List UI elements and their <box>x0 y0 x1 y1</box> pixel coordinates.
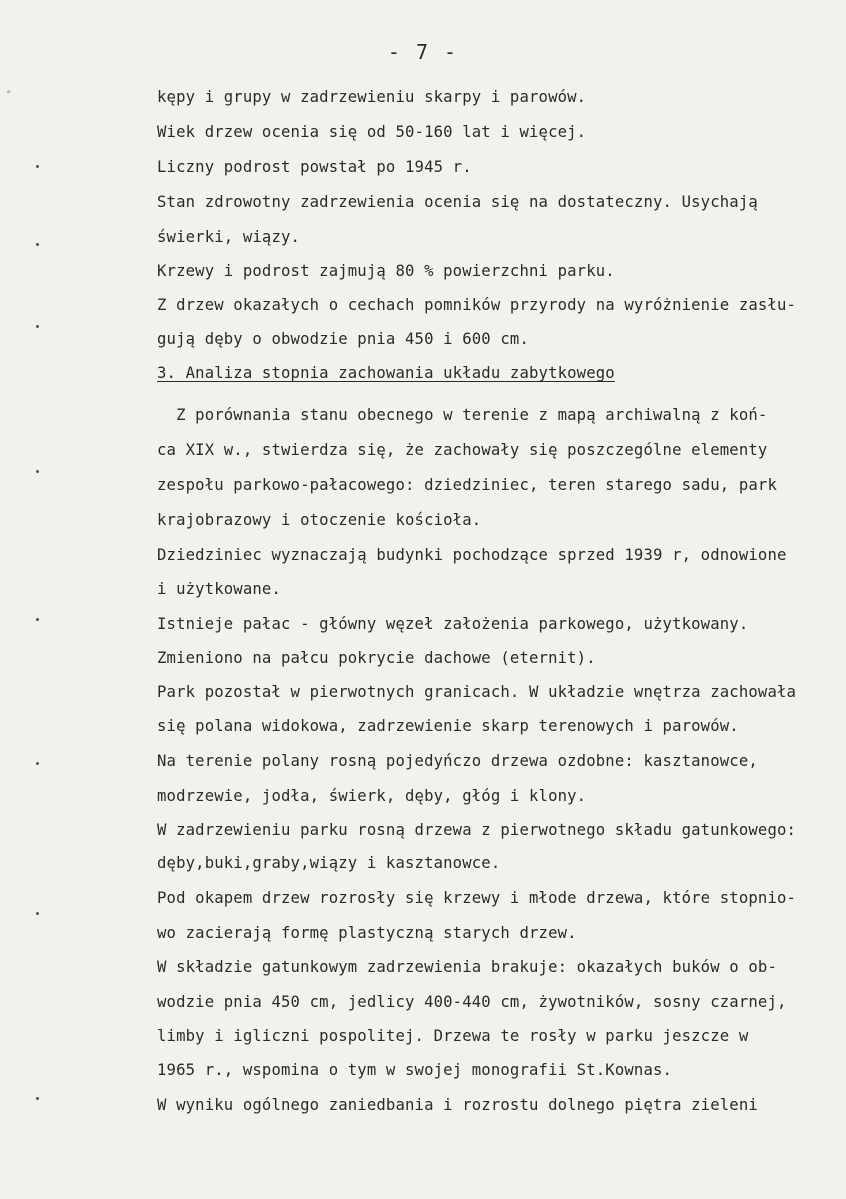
punch-dot <box>36 618 39 621</box>
text-line: W składzie gatunkowym zadrzewienia brakuje: okazałych buków o ob- <box>157 958 777 976</box>
text-line: Na terenie polany rosną pojedyńczo drzewa ozdobne: kasztanowce, <box>157 752 758 770</box>
punch-dot <box>36 243 39 246</box>
text-line: Z porównania stanu obecnego w terenie z mapą archiwalną z koń- <box>157 406 768 424</box>
text-line: Istnieje pałac - główny węzeł założenia parkowego, użytkowany. <box>157 615 749 633</box>
text-line: Dziedziniec wyznaczają budynki pochodzące sprzed 1939 r, odnowione <box>157 546 787 564</box>
text-line: i użytkowane. <box>157 580 281 598</box>
text-line: Park pozostał w pierwotnych granicach. W układzie wnętrza zachowała <box>157 683 797 701</box>
text-line: W zadrzewieniu parku rosną drzewa z pierwotnego składu gatunkowego: <box>157 821 797 839</box>
punch-dot <box>36 762 39 765</box>
text-line: gują dęby o obwodzie pnia 450 i 600 cm. <box>157 330 529 348</box>
text-line: ca XIX w., stwierdza się, że zachowały się poszczególne elementy <box>157 441 768 459</box>
text-line: kępy i grupy w zadrzewieniu skarpy i parowów. <box>157 88 587 106</box>
text-line: Z drzew okazałych o cechach pomników przyrody na wyróżnienie zasłu- <box>157 296 797 314</box>
text-line: wodzie pnia 450 cm, jedlicy 400-440 cm, żywotników, sosny czarnej, <box>157 993 787 1011</box>
text-line: W wyniku ogólnego zaniedbania i rozrostu dolnego piętra zieleni <box>157 1096 758 1114</box>
punch-dot <box>36 912 39 915</box>
text-line: krajobrazowy i otoczenie kościoła. <box>157 511 482 529</box>
text-line: świerki, wiązy. <box>157 228 301 246</box>
text-line: Liczny podrost powstał po 1945 r. <box>157 158 472 176</box>
punch-dot <box>36 165 39 168</box>
text-line: 1965 r., wspomina o tym w swojej monografii St.Kownas. <box>157 1061 673 1079</box>
text-line: Krzewy i podrost zajmują 80 % powierzchni parku. <box>157 262 615 280</box>
margin-mark: ° <box>6 90 12 100</box>
text-line: limby i igliczni pospolitej. Drzewa te rosły w parku jeszcze w <box>157 1027 749 1045</box>
text-line: się polana widokowa, zadrzewienie skarp terenowych i parowów. <box>157 717 739 735</box>
text-line: Stan zdrowotny zadrzewienia ocenia się na dostateczny. Usychają <box>157 193 758 211</box>
text-line: Pod okapem drzew rozrosły się krzewy i młode drzewa, które stopnio- <box>157 889 797 907</box>
text-line: wo zacierają formę plastyczną starych drzew. <box>157 924 577 942</box>
section-heading: 3. Analiza stopnia zachowania układu zabytkowego <box>157 364 615 382</box>
text-line: Zmieniono na pałcu pokrycie dachowe (eternit). <box>157 649 596 667</box>
text-line: modrzewie, jodła, świerk, dęby, głóg i klony. <box>157 787 587 805</box>
punch-dot <box>36 1097 39 1100</box>
text-line: Wiek drzew ocenia się od 50-160 lat i więcej. <box>157 123 587 141</box>
text-line: zespołu parkowo-pałacowego: dziedziniec, teren starego sadu, park <box>157 476 777 494</box>
punch-dot <box>36 470 39 473</box>
punch-dot <box>36 325 39 328</box>
page-number: - 7 - <box>387 40 459 64</box>
text-line: dęby,buki,graby,wiązy i kasztanowce. <box>157 854 501 872</box>
